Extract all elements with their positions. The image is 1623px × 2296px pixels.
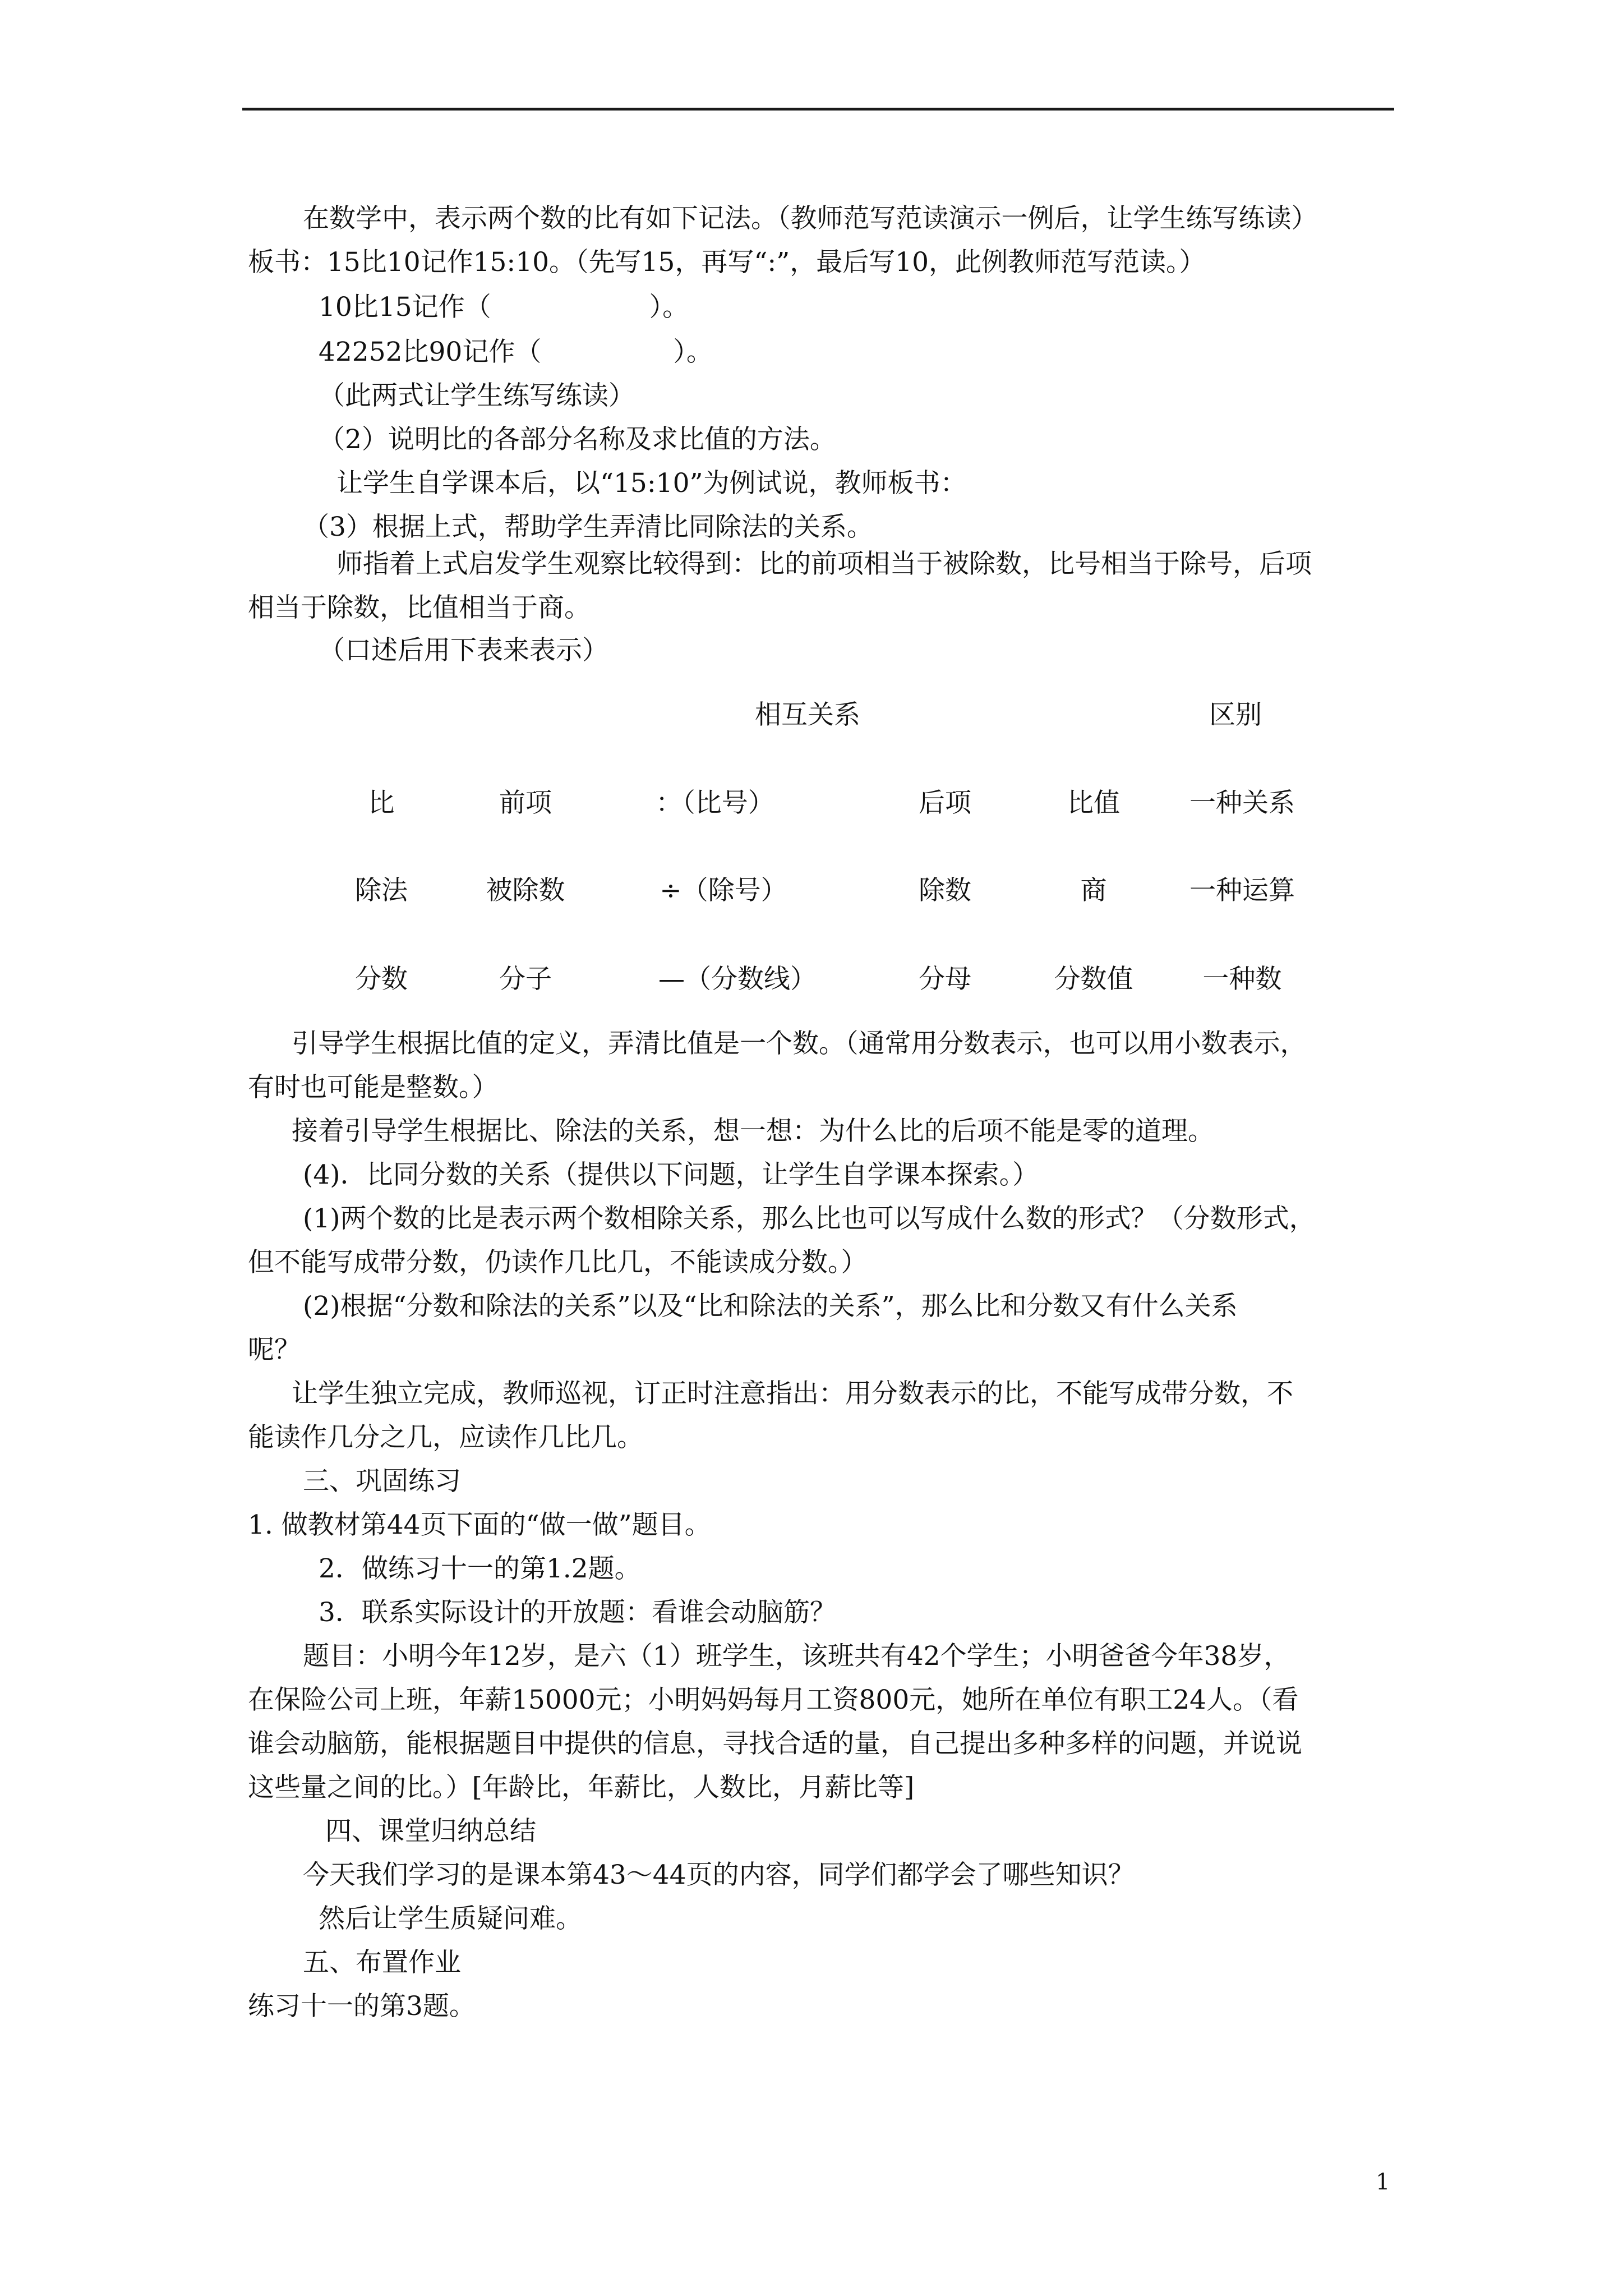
table-cell: —（分数线） bbox=[658, 964, 817, 995]
section-heading: 五、布置作业 bbox=[303, 1947, 461, 1978]
table-header-difference: 区别 bbox=[1209, 700, 1262, 730]
paragraph-line: 让学生自学课本后，以“15:10”为例试说，教师板书： bbox=[336, 468, 967, 499]
table-cell: 被除数 bbox=[486, 875, 565, 906]
table-cell: 分数 bbox=[355, 964, 408, 995]
paragraph-line: 引导学生根据比值的定义，弄清比值是一个数。（通常用分数表示，也可以用小数表示， bbox=[292, 1028, 1307, 1059]
paragraph-line: (1)两个数的比是表示两个数相除关系，那么比也可以写成什么数的形式？（分数形式， bbox=[303, 1203, 1316, 1234]
paragraph-line: 3．联系实际设计的开放题：看谁会动脑筋？ bbox=[319, 1597, 836, 1628]
paragraph-line: 谁会动脑筋，能根据题目中提供的信息，寻找合适的量，自己提出多种多样的问题，并说说 bbox=[248, 1728, 1302, 1759]
paragraph-line: 能读作几分之几，应读作几比几。 bbox=[248, 1422, 643, 1453]
paragraph-line: （此两式让学生练写练读） bbox=[319, 380, 635, 411]
table-cell: ：（比号） bbox=[656, 788, 774, 818]
table-cell: 商 bbox=[1080, 875, 1107, 906]
section-heading: 四、课堂归纳总结 bbox=[325, 1816, 536, 1847]
paragraph-line: 10比15记作（ ）。 bbox=[319, 292, 689, 323]
paragraph-line: 然后让学生质疑问难。 bbox=[319, 1903, 582, 1934]
table-cell: ÷（除号） bbox=[660, 875, 787, 906]
paragraph-line: 呢？ bbox=[248, 1335, 301, 1365]
paragraph-line: 相当于除数，比值相当于商。 bbox=[248, 592, 591, 623]
paragraph-line: 题目：小明今年12岁，是六（1）班学生，该班共有42个学生；小明爸爸今年38岁， bbox=[303, 1641, 1290, 1672]
table-cell: 一种数 bbox=[1202, 964, 1282, 995]
table-cell: 除数 bbox=[919, 875, 971, 906]
paragraph-line: 42252比90记作（ ）。 bbox=[319, 337, 713, 367]
table-cell: 比 bbox=[368, 788, 395, 818]
paragraph-line: 接着引导学生根据比、除法的关系，想一想：为什么比的后项不能是零的道理。 bbox=[292, 1116, 1214, 1147]
paragraph-line: 2．做练习十一的第1.2题。 bbox=[319, 1553, 641, 1584]
paragraph-line: 在保险公司上班，年薪15000元；小明妈妈每月工资800元，她所在单位有职工24人。（看 bbox=[248, 1685, 1299, 1715]
page-number: 1 bbox=[1376, 2169, 1390, 2195]
section-heading: 三、巩固练习 bbox=[303, 1466, 461, 1497]
table-cell: 除法 bbox=[355, 875, 408, 906]
paragraph-line: 这些量之间的比。）[年龄比，年薪比，人数比，月薪比等] bbox=[248, 1772, 915, 1803]
table-cell: 分子 bbox=[499, 964, 552, 995]
paragraph-line: 板书：15比10记作15:10。（先写15，再写“:”，最后写10，此例教师范写范读。） bbox=[248, 247, 1206, 278]
paragraph-line: （2）说明比的各部分名称及求比值的方法。 bbox=[319, 424, 836, 455]
table-cell: 一种运算 bbox=[1189, 875, 1295, 906]
paragraph-line: (4)．比同分数的关系（提供以下问题，让学生自学课本探索。） bbox=[303, 1159, 1039, 1190]
paragraph-line: 1. 做教材第44页下面的“做一做”题目。 bbox=[248, 1510, 711, 1540]
table-cell: 前项 bbox=[499, 788, 552, 818]
paragraph-line: （3）根据上式，帮助学生弄清比同除法的关系。 bbox=[303, 512, 873, 542]
table-cell: 后项 bbox=[919, 788, 971, 818]
paragraph-line: 在数学中，表示两个数的比有如下记法。（教师范写范读演示一例后，让学生练写练读） bbox=[303, 203, 1318, 234]
header-rule bbox=[242, 108, 1394, 111]
paragraph-line: 有时也可能是整数。） bbox=[248, 1072, 499, 1103]
paragraph-line: 今天我们学习的是课本第43～44页的内容，同学们都学会了哪些知识？ bbox=[303, 1860, 1135, 1890]
table-cell: 分母 bbox=[919, 964, 971, 995]
paragraph-line: 练习十一的第3题。 bbox=[248, 1991, 476, 2022]
paragraph-line: （口述后用下表来表示） bbox=[319, 635, 608, 666]
table-header-relation: 相互关系 bbox=[755, 700, 860, 730]
paragraph-line: 让学生独立完成，教师巡视，订正时注意指出：用分数表示的比，不能写成带分数，不 bbox=[292, 1378, 1293, 1409]
table-cell: 比值 bbox=[1067, 788, 1120, 818]
paragraph-line: 师指着上式启发学生观察比较得到：比的前项相当于被除数，比号相当于除号，后项 bbox=[336, 549, 1312, 579]
table-cell: 一种关系 bbox=[1189, 788, 1295, 818]
table-cell: 分数值 bbox=[1054, 964, 1133, 995]
paragraph-line: (2)根据“分数和除法的关系”以及“比和除法的关系”，那么比和分数又有什么关系 bbox=[303, 1291, 1238, 1322]
paragraph-line: 但不能写成带分数，仍读作几比几，不能读成分数。） bbox=[248, 1247, 868, 1278]
